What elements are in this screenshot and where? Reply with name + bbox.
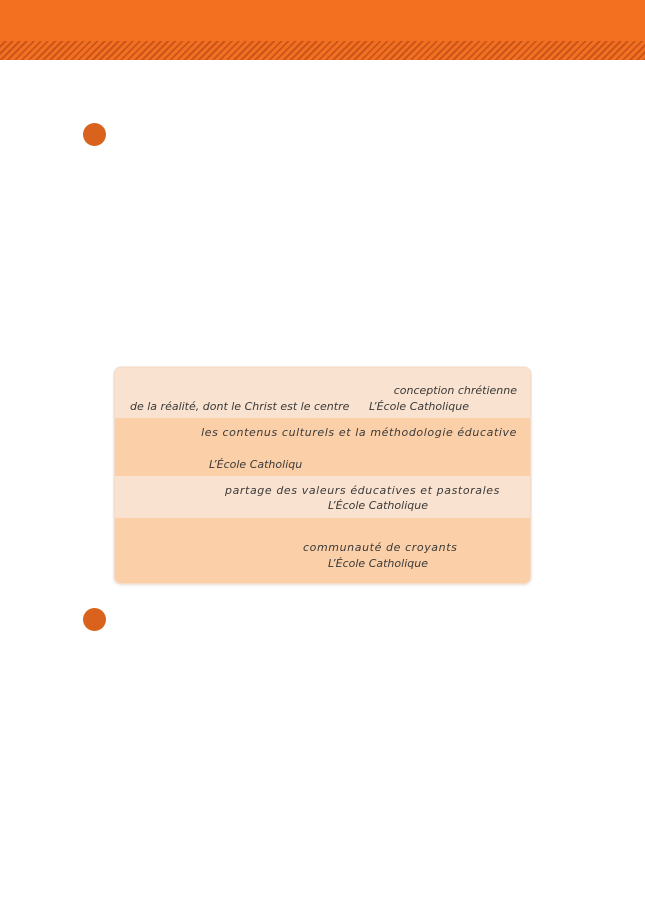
info-row-4-line-2: L’École Catholique <box>328 557 428 570</box>
info-box <box>115 368 530 583</box>
info-row-1-line-1: conception chrétienne <box>393 384 517 397</box>
header-band <box>0 0 645 41</box>
info-row-1-line-2b: L’École Catholique <box>369 400 469 413</box>
header-hatch-stripe <box>0 41 645 60</box>
info-row-3-line-2: L’École Catholique <box>328 499 428 512</box>
info-row-2 <box>115 418 530 477</box>
info-row-4 <box>115 518 530 583</box>
info-row-4-line-1: communauté de croyants <box>303 541 458 554</box>
info-row-2-line-2: L’École Catholiqu <box>209 458 303 471</box>
section-bullet-1 <box>83 123 106 146</box>
info-row-1-line-2a: de la réalité, dont le Christ est le centre <box>130 400 350 413</box>
info-row-3-line-1: partage des valeurs éducatives et pastorales <box>225 484 500 497</box>
info-row-1 <box>115 368 530 419</box>
info-row-3 <box>115 476 530 519</box>
info-row-2-line-1: les contenus culturels et la méthodologie éducative <box>201 426 517 439</box>
section-bullet-2 <box>83 608 106 631</box>
